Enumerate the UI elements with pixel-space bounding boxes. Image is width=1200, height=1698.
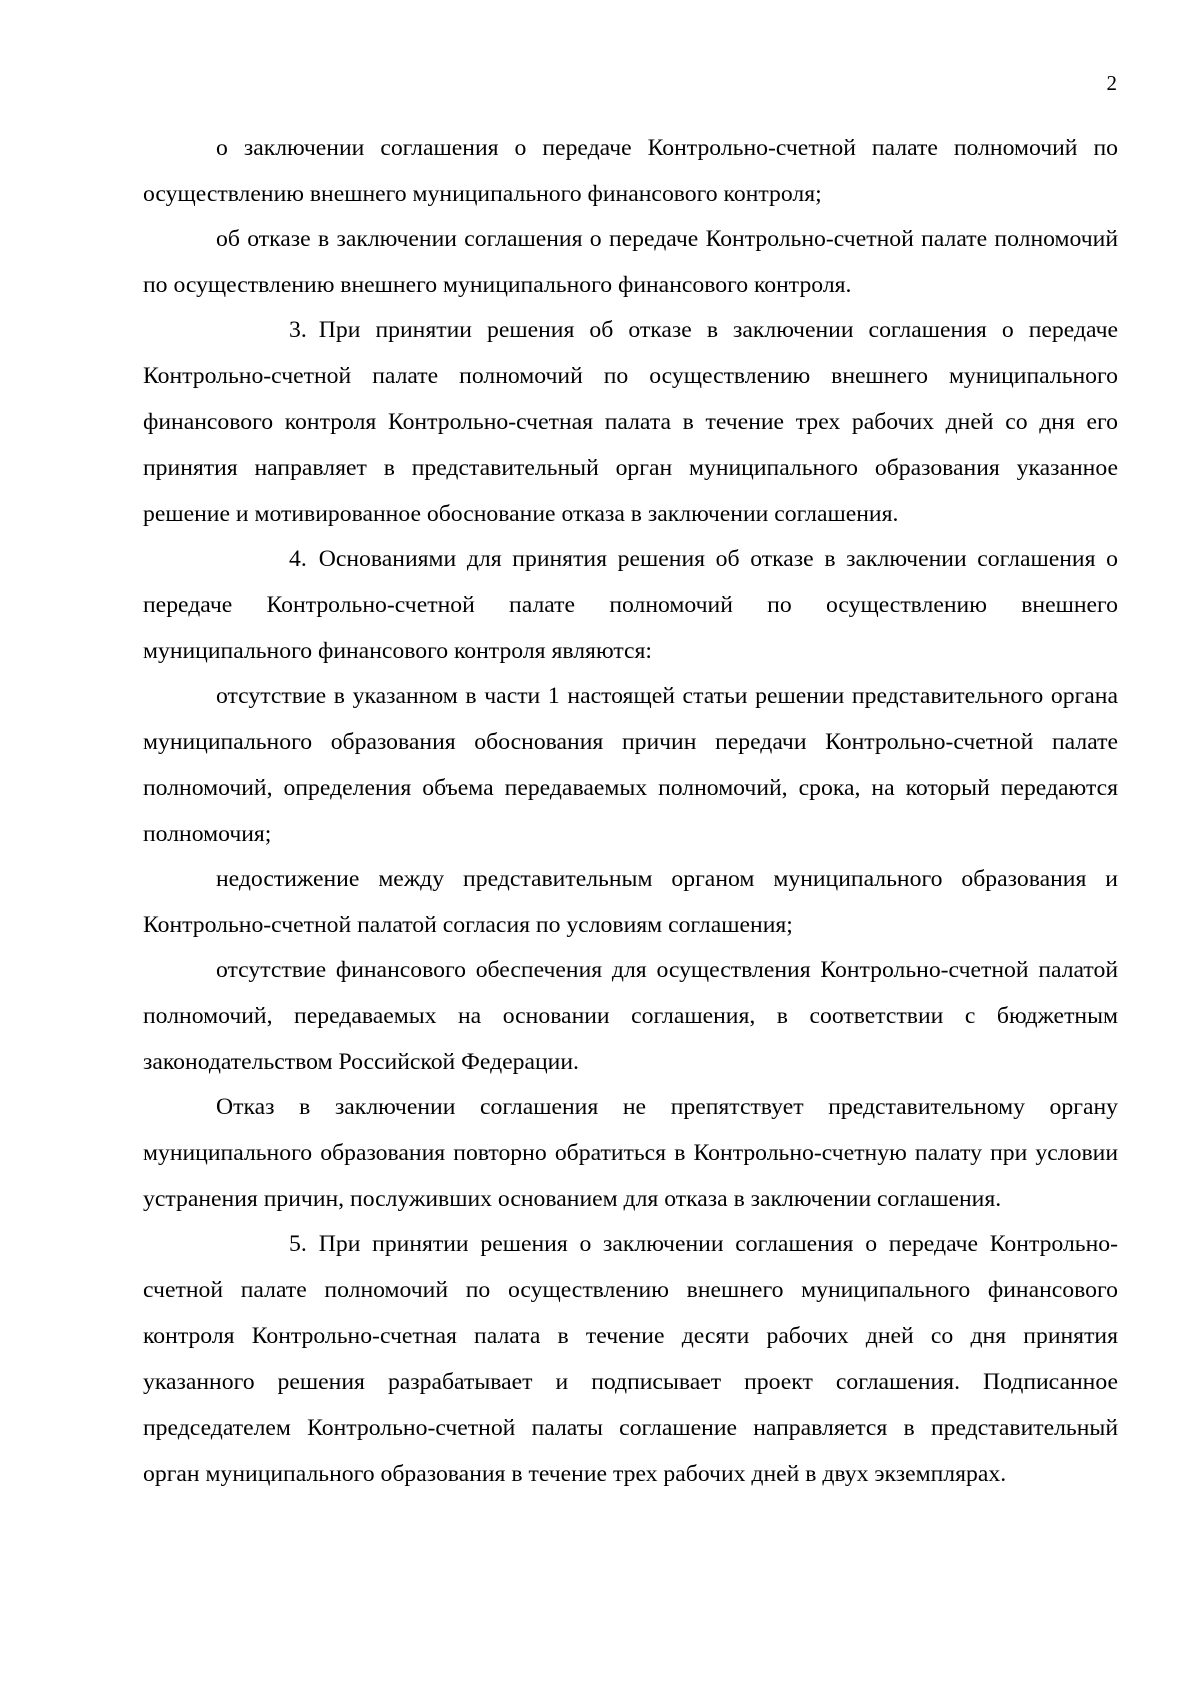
paragraph-text: При принятии решения об отказе в заключении соглашения о передаче Контрольно-счетной палате полномочий по осуществлению внешнего муниципального финансового контроля Контрольно-счетная палата в течение трех рабочих дней со дня его принятия направляет в представительный орган муниципального образования указанное решение и мотивированное обоснование отказа в заключении соглашения.: [143, 317, 1118, 527]
paragraph-text: При принятии решения о заключении соглашения о передаче Контрольно-счетной палате полномочий по осуществлению внешнего муниципального финансового контроля Контрольно-счетная палата в течение десяти рабочих дней со дня принятия указанного решения разрабатывает и подписывает проект соглашения. Подписанное председателем Контрольно-счетной палаты соглашение направляется в представительный орган муниципального образования в течение трех рабочих дней в двух экземплярах.: [143, 1231, 1118, 1487]
paragraph-text: Основаниями для принятия решения об отказе в заключении соглашения о передаче Контрольно-счетной палате полномочий по осуществлению внешнего муниципального финансового контроля являются:: [143, 546, 1118, 664]
paragraph-text: об отказе в заключении соглашения о передаче Контрольно-счетной палате полномочий по осуществлению внешнего муниципального финансового контроля.: [143, 226, 1118, 298]
paragraph-ground-no-agreement: [143, 856, 1118, 948]
page-number: 2: [1106, 71, 1117, 95]
paragraph-text: о заключении соглашения о передаче Контрольно-счетной палате полномочий по осуществлению внешнего муниципального финансового контроля;: [143, 135, 1118, 207]
paragraph-decision-conclusion: [143, 125, 1118, 217]
paragraph-text: отсутствие финансового обеспечения для осуществления Контрольно-счетной палатой полномочий, передаваемых на основании соглашения, в соответствии с бюджетным законодательством Российской Федерации.: [143, 957, 1118, 1075]
paragraph-number: 4.: [289, 546, 307, 572]
paragraph-4: [143, 536, 1118, 674]
paragraph-text: недостижение между представительным органом муниципального образования и Контрольно-счетной палатой согласия по условиям соглашения;: [143, 866, 1118, 938]
paragraph-refusal-note: [143, 1084, 1118, 1222]
paragraph-decision-refusal: [143, 216, 1118, 308]
paragraph-ground-no-funding: [143, 947, 1118, 1085]
paragraph-3: [143, 307, 1118, 537]
paragraph-number: 5.: [289, 1231, 307, 1257]
paragraph-ground-absence: [143, 673, 1118, 857]
paragraph-number: 3.: [289, 317, 307, 343]
paragraph-5: [143, 1221, 1118, 1497]
paragraph-text: отсутствие в указанном в части 1 настоящей статьи решении представительного органа муниципального образования обоснования причин передачи Контрольно-счетной палате полномочий, определения объема передаваемых полномочий, срока, на который передаются полномочия;: [143, 683, 1118, 847]
document-body: [143, 125, 1118, 1496]
paragraph-text: Отказ в заключении соглашения не препятствует представительному органу муниципального образования повторно обратиться в Контрольно-счетную палату при условии устранения причин, послуживших основанием для отказа в заключении соглашения.: [143, 1094, 1118, 1212]
